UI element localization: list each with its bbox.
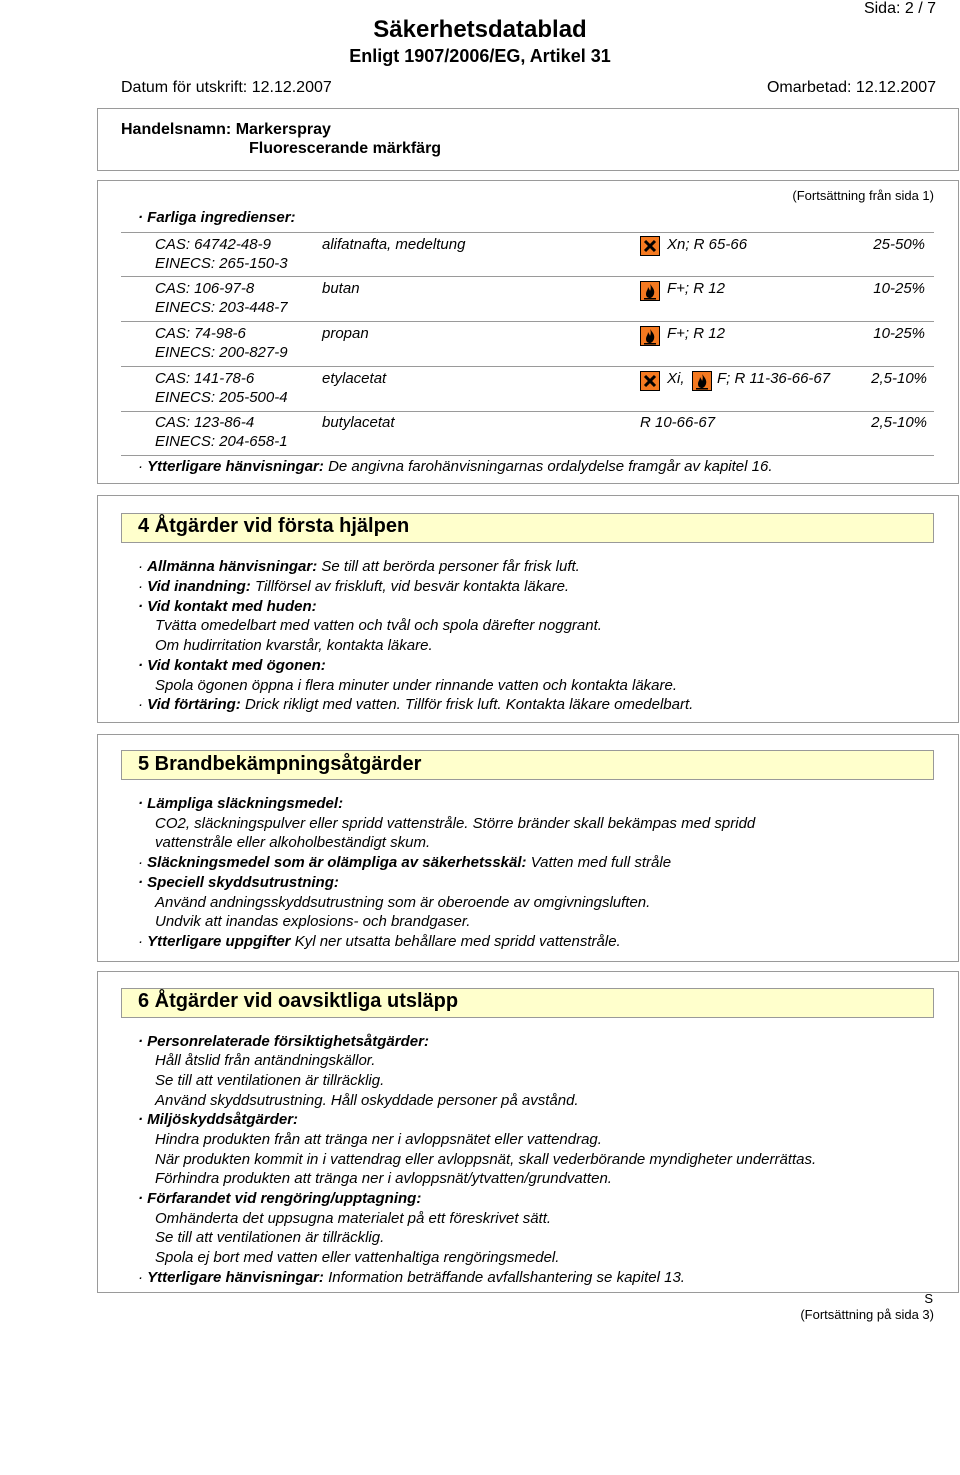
- extinguishing-suitable-text: CO2, släckningspulver eller spridd vattenstråle. Större bränder skall bekämpas med spridd: [155, 815, 756, 832]
- extinguishing-suitable-text: vattenstråle eller alkoholbeständigt skum.: [155, 834, 431, 851]
- substance-name: butan: [322, 280, 360, 297]
- section-5-title: 5 Brandbekämpningsåtgärder: [138, 753, 422, 775]
- first-aid-skin-label: · Vid kontakt med huden:: [138, 598, 317, 615]
- footer-mark: S: [924, 1291, 933, 1306]
- personal-precautions-text: Använd skyddsutrustning. Håll oskyddade personer på avstånd.: [155, 1092, 579, 1109]
- further-references: · Ytterligare hänvisningar: De angivna farohänvisningarnas ordalydelse framgår av kapitel 16.: [138, 458, 773, 475]
- concentration: 25-50%: [873, 236, 925, 253]
- protective-equipment-label: · Speciell skyddsutrustning:: [138, 874, 339, 891]
- harmful-cross-icon: [640, 236, 660, 256]
- hazard-classification-b: F; R 11-36-66-67: [717, 370, 831, 387]
- concentration: 10-25%: [873, 325, 925, 342]
- first-aid-eye-text: Spola ögonen öppna i flera minuter under rinnande vatten och kontakta läkare.: [155, 677, 678, 694]
- first-aid-skin-text: Om hudirritation kvarstår, kontakta läkare.: [155, 637, 433, 654]
- spill-additional-info: · Ytterligare hänvisningar: Information beträffande avfallshantering se kapitel 13.: [138, 1269, 685, 1286]
- cleanup-label: · Förfarandet vid rengöring/upptagning:: [138, 1190, 422, 1207]
- cas-number: CAS: 74-98-6: [155, 325, 246, 342]
- cas-number: CAS: 123-86-4: [155, 414, 255, 431]
- substance-name: etylacetat: [322, 370, 387, 387]
- protective-equipment-text: Använd andningsskyddsutrustning som är oberoende av omgivningsluften.: [155, 894, 651, 911]
- einecs-number: EINECS: 200-827-9: [155, 344, 288, 361]
- environmental-precautions-text: Hindra produkten från att tränga ner i avloppsnätet eller vattendrag.: [155, 1131, 602, 1148]
- hazard-classification: F+; R 12: [667, 325, 725, 342]
- concentration: 2,5-10%: [871, 370, 927, 387]
- cas-number: CAS: 141-78-6: [155, 370, 255, 387]
- hazard-classification: Xn; R 65-66: [667, 236, 748, 253]
- irritant-cross-icon: [640, 371, 660, 391]
- substance-name: butylacetat: [322, 414, 395, 431]
- hazard-classification: F+; R 12: [667, 280, 725, 297]
- personal-precautions-text: Håll åtslid från antändningskällor.: [155, 1052, 376, 1069]
- continued-from: (Fortsättning från sida 1): [792, 188, 934, 203]
- extinguishing-suitable-label: · Lämpliga släckningsmedel:: [138, 795, 344, 812]
- einecs-number: EINECS: 204-658-1: [155, 433, 288, 450]
- document-subtitle: Enligt 1907/2006/EG, Artikel 31: [349, 46, 611, 66]
- environmental-precautions-text: När produkten kommit in i vattendrag eller avloppsnät, skall vederbörande myndigheter underrättas.: [155, 1151, 817, 1168]
- cleanup-text: Spola ej bort med vatten eller vattenhaltiga rengöringsmedel.: [155, 1249, 560, 1266]
- first-aid-ingestion: · Vid förtäring: Drick rikligt med vatten. Tillför frisk luft. Kontakta läkare omedelbart.: [138, 696, 694, 713]
- trade-name-label: Handelsnamn: Markerspray: [121, 121, 331, 138]
- protective-equipment-text: Undvik att inandas explosions- och brandgaser.: [155, 913, 471, 930]
- hazard-classification: R 10-66-67: [640, 414, 716, 431]
- trade-name-secondary: Fluorescerande märkfärg: [249, 140, 442, 157]
- first-aid-inhalation: · Vid inandning: Tillförsel av friskluft, vid besvär kontakta läkare.: [138, 578, 570, 595]
- substance-name: propan: [322, 325, 369, 342]
- cleanup-text: Se till att ventilationen är tillräcklig.: [155, 1229, 385, 1246]
- continued-on: (Fortsättning på sida 3): [800, 1307, 934, 1322]
- first-aid-general: · Allmänna hänvisningar: Se till att berörda personer får frisk luft.: [138, 558, 580, 575]
- revised-date: Omarbetad: 12.12.2007: [766, 79, 936, 96]
- einecs-number: EINECS: 205-500-4: [155, 389, 288, 406]
- environmental-precautions-label: · Miljöskyddsåtgärder:: [138, 1111, 299, 1128]
- substance-name: alifatnafta, medeltung: [322, 236, 466, 253]
- document-title: Säkerhetsdatablad: [373, 16, 587, 43]
- section-4-title: 4 Åtgärder vid första hjälpen: [138, 515, 410, 537]
- flame-icon: [640, 281, 660, 301]
- personal-precautions-text: Se till att ventilationen är tillräcklig.: [155, 1072, 385, 1089]
- flame-icon: [692, 371, 712, 391]
- cas-number: CAS: 106-97-8: [155, 280, 255, 297]
- environmental-precautions-text: Förhindra produkten att tränga ner i avloppsnät/ytvatten/grundvatten.: [155, 1170, 612, 1187]
- einecs-number: EINECS: 265-150-3: [155, 255, 288, 272]
- first-aid-eye-label: · Vid kontakt med ögonen:: [138, 657, 326, 674]
- page-number: Sida: 2 / 7: [863, 0, 936, 17]
- fire-additional-info: · Ytterligare uppgifter Kyl ner utsatta behållare med spridd vattenstråle.: [138, 933, 621, 950]
- einecs-number: EINECS: 203-448-7: [155, 299, 288, 316]
- extinguishing-unsuitable: · Släckningsmedel som är olämpliga av säkerhetsskäl: Vatten med full stråle: [138, 854, 672, 871]
- cas-number: CAS: 64742-48-9: [155, 236, 271, 253]
- concentration: 2,5-10%: [871, 414, 927, 431]
- concentration: 10-25%: [873, 280, 925, 297]
- print-date: Datum för utskrift: 12.12.2007: [121, 79, 332, 96]
- personal-precautions-label: · Personrelaterade försiktighetsåtgärder:: [138, 1033, 429, 1050]
- trade-name-box: [97, 108, 959, 171]
- ingredients-heading: · Farliga ingredienser:: [138, 209, 296, 226]
- first-aid-skin-text: Tvätta omedelbart med vatten och tvål och spola därefter noggrant.: [155, 617, 602, 634]
- section-6-title: 6 Åtgärder vid oavsiktliga utsläpp: [138, 990, 459, 1012]
- flame-icon: [640, 326, 660, 346]
- hazard-classification-a: Xi,: [667, 370, 685, 387]
- cleanup-text: Omhänderta det uppsugna materialet på ett föreskrivet sätt.: [155, 1210, 552, 1227]
